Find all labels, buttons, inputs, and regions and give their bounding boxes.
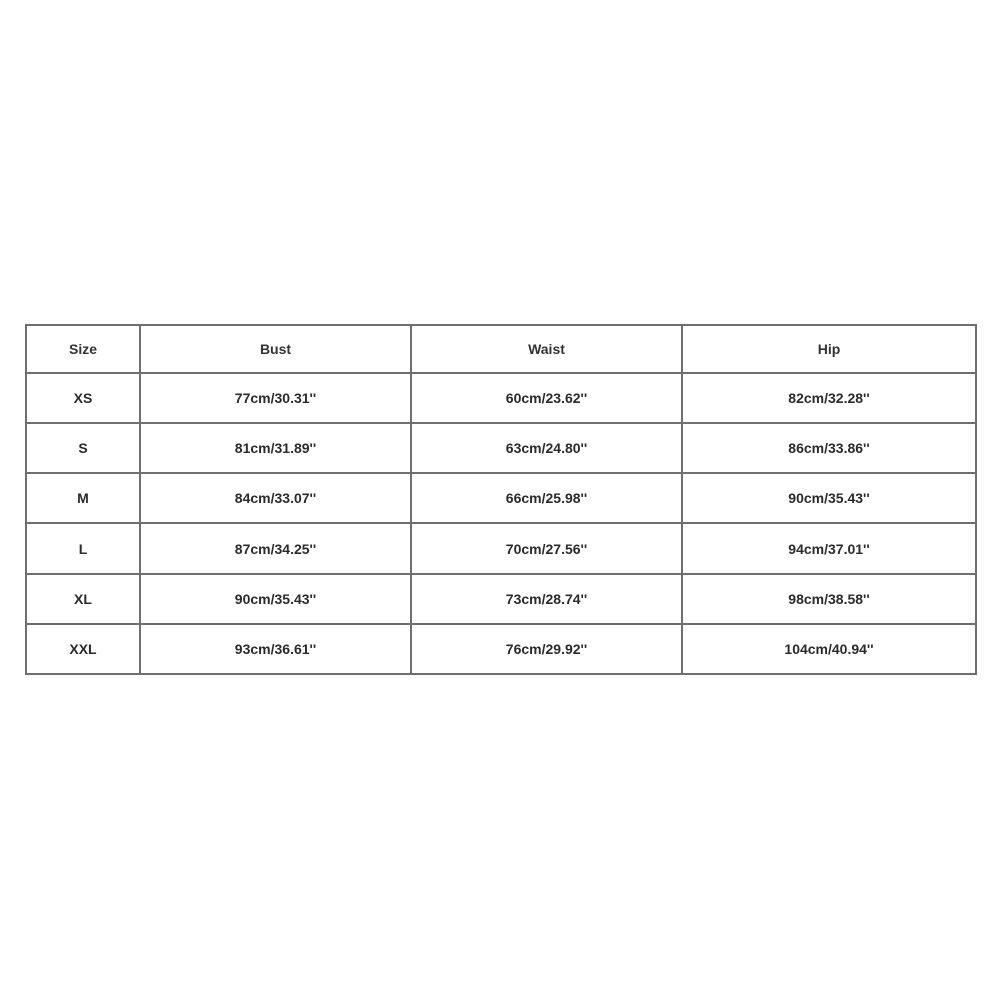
- hip-cell: 90cm/35.43'': [682, 473, 976, 523]
- waist-cell: 60cm/23.62'': [411, 373, 682, 423]
- table-row: [26, 423, 976, 473]
- size-cell: XL: [26, 574, 140, 624]
- size-chart-table: [25, 324, 977, 675]
- table-row: [26, 624, 976, 674]
- bust-cell: 77cm/30.31'': [140, 373, 411, 423]
- header-waist: Waist: [411, 325, 682, 373]
- header-row: [26, 325, 976, 373]
- size-cell: XS: [26, 373, 140, 423]
- waist-cell: 66cm/25.98'': [411, 473, 682, 523]
- waist-cell: 76cm/29.92'': [411, 624, 682, 674]
- size-cell: S: [26, 423, 140, 473]
- hip-cell: 86cm/33.86'': [682, 423, 976, 473]
- table-row: [26, 523, 976, 573]
- table-row: [26, 574, 976, 624]
- size-cell: XXL: [26, 624, 140, 674]
- hip-cell: 82cm/32.28'': [682, 373, 976, 423]
- waist-cell: 70cm/27.56'': [411, 523, 682, 573]
- size-cell: M: [26, 473, 140, 523]
- waist-cell: 63cm/24.80'': [411, 423, 682, 473]
- hip-cell: 98cm/38.58'': [682, 574, 976, 624]
- table-row: [26, 473, 976, 523]
- header-hip: Hip: [682, 325, 976, 373]
- bust-cell: 93cm/36.61'': [140, 624, 411, 674]
- size-cell: L: [26, 523, 140, 573]
- bust-cell: 84cm/33.07'': [140, 473, 411, 523]
- bust-cell: 81cm/31.89'': [140, 423, 411, 473]
- bust-cell: 87cm/34.25'': [140, 523, 411, 573]
- table-row: [26, 373, 976, 423]
- header-size: Size: [26, 325, 140, 373]
- waist-cell: 73cm/28.74'': [411, 574, 682, 624]
- header-bust: Bust: [140, 325, 411, 373]
- hip-cell: 104cm/40.94'': [682, 624, 976, 674]
- hip-cell: 94cm/37.01'': [682, 523, 976, 573]
- bust-cell: 90cm/35.43'': [140, 574, 411, 624]
